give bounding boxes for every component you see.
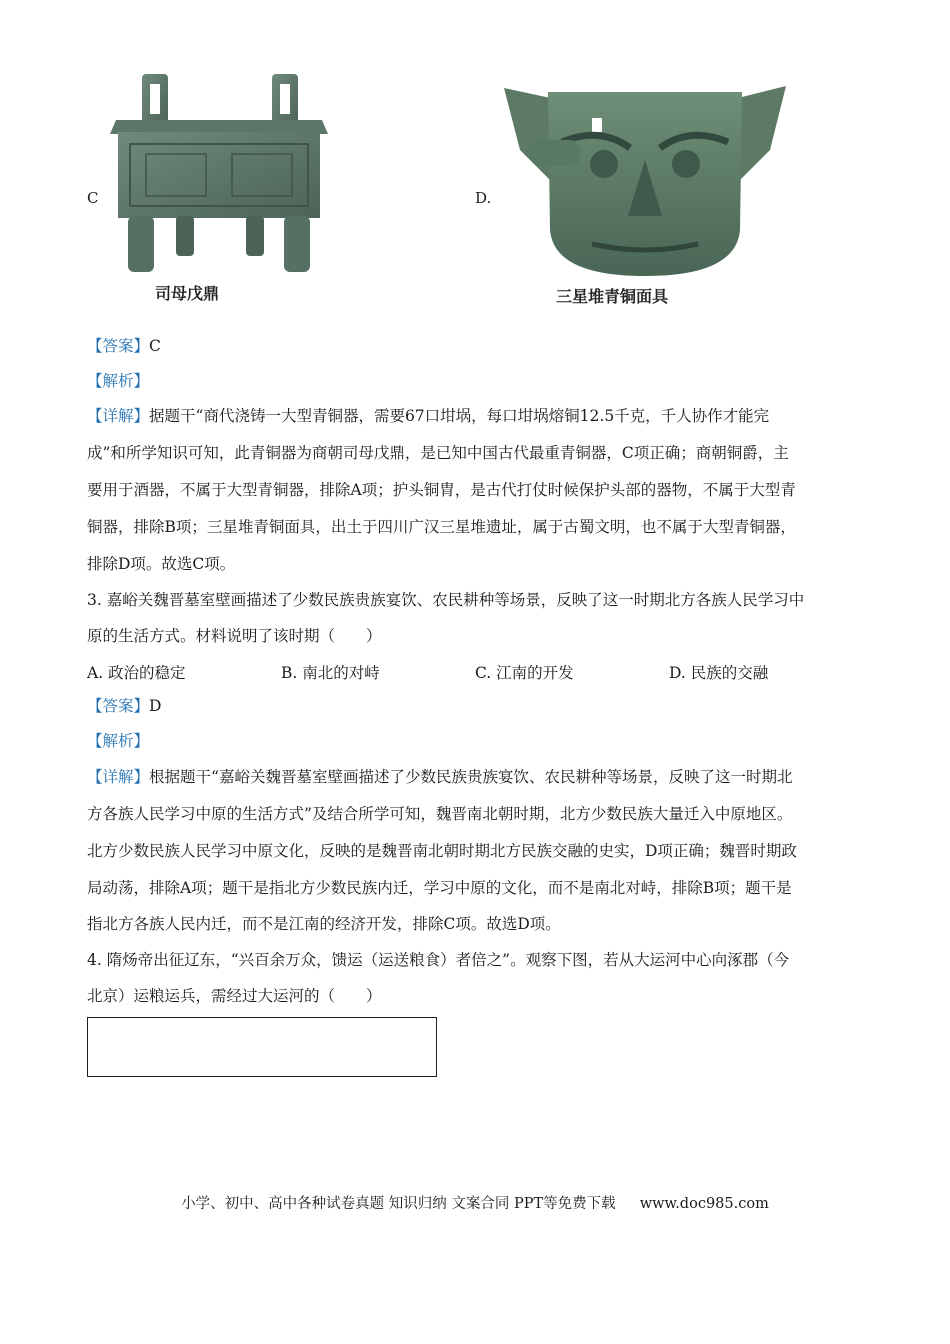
q2-answer [87, 336, 161, 356]
q3-detail-line: 方各族人民学习中原的生活方式”及结合所学可知，魏晋南北朝时期，北方少数民族大量迁入中原地区。 [87, 805, 793, 823]
q2-detail-line: 成”和所学知识可知，此青铜器为商朝司母戊鼎，是已知中国古代最重青铜器，C项正确；商朝铜爵，主 [87, 444, 789, 462]
q2-detail-line: 【详解】据题干“商代浇铸一大型青铜器，需要67口坩埚，每口坩埚熔铜12.5千克，千人协作才能完 [87, 407, 770, 425]
option-c-letter: C [87, 189, 99, 207]
detail-tag: 【详解】 [87, 768, 150, 786]
q4-stem-line: 北京）运粮运兵，需经过大运河的（ ） [87, 987, 382, 1005]
q3-detail-line: 指北方各族人民内迁，而不是江南的经济开发，排除C项。故选D项。 [87, 915, 561, 933]
answer-tag: 【答案】 [87, 337, 150, 355]
footer-url[interactable]: www.doc985.com [639, 1196, 769, 1212]
footer-text: 小学、初中、高中各种试卷真题 知识归纳 文案合同 PPT等免费下载 [181, 1196, 616, 1212]
q3-detail-line: 【详解】根据题干“嘉峪关魏晋墓室壁画描述了少数民族贵族宴饮、农民耕种等场景，反映了这一时期北 [87, 768, 793, 786]
q3-option-d: D. 民族的交融 [669, 664, 769, 682]
q2-detail-line: 排除D项。故选C项。 [87, 555, 236, 573]
detail-tag: 【详解】 [87, 407, 150, 425]
q3-answer-value: D [149, 697, 162, 715]
q2-detail-line: 要用于酒器，不属于大型青铜器，排除A项；护头铜胄，是古代打仗时候保护头部的器物，不属于大型青 [87, 481, 796, 499]
sanxingdui-mask-caption: 三星堆青铜面具 [556, 287, 669, 306]
q2-answer-value: C [149, 337, 161, 355]
sanxingdui-mask-image [500, 80, 790, 280]
q3-stem-line: 3. 嘉峪关魏晋墓室壁画描述了少数民族贵族宴饮、农民耕种等场景，反映了这一时期北方各族人民学习中 [87, 591, 805, 609]
q4-figure-box [87, 1017, 437, 1077]
simuwu-ding-caption: 司母戊鼎 [155, 284, 220, 303]
option-d-letter: D. [475, 189, 492, 207]
q3-option-b: B. 南北的对峙 [281, 664, 380, 682]
q3-stem-line: 原的生活方式。材料说明了该时期（ ） [87, 627, 382, 645]
q2-analysis-tag: 【解析】 [87, 372, 150, 390]
simuwu-ding-image [106, 72, 332, 277]
q3-answer [87, 696, 161, 716]
q4-stem-line: 4. 隋炀帝出征辽东，“兴百余万众，馈运（运送粮食）者倍之”。观察下图，若从大运河中心向涿郡（今 [87, 951, 790, 969]
q3-option-a: A. 政治的稳定 [87, 664, 186, 682]
q2-detail-line: 铜器，排除B项；三星堆青铜面具，出土于四川广汉三星堆遗址，属于古蜀文明，也不属于大型青铜器， [87, 518, 796, 536]
answer-tag: 【答案】 [87, 697, 150, 715]
q3-analysis-tag: 【解析】 [87, 732, 150, 750]
q3-option-c: C. 江南的开发 [475, 664, 574, 682]
page-footer [0, 1192, 950, 1213]
q3-detail-line: 局动荡，排除A项；题干是指北方少数民族内迁，学习中原的文化，而不是南北对峙，排除B项；题干是 [87, 879, 792, 897]
q3-detail-line: 北方少数民族人民学习中原文化，反映的是魏晋南北朝时期北方民族交融的史实，D项正确；魏晋时期政 [87, 842, 797, 860]
